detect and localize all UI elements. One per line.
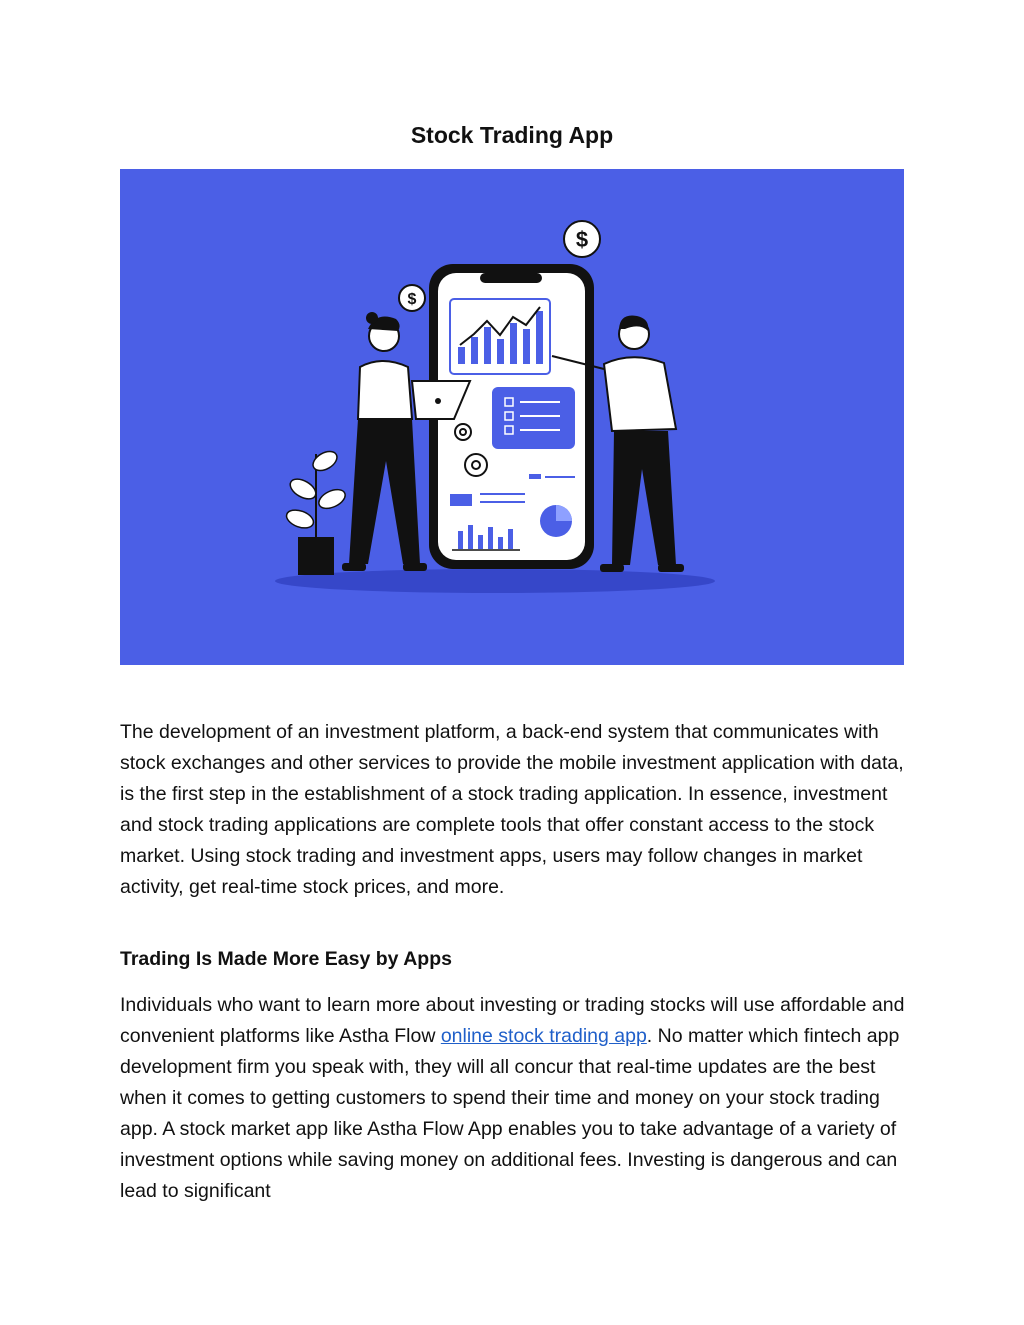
- svg-text:$: $: [575, 227, 589, 252]
- svg-text:$: $: [407, 291, 417, 308]
- pie-chart-icon: [540, 505, 572, 537]
- checklist-icon: [492, 387, 575, 449]
- paragraph-text-after-link: . No matter which fintech app development firm you speak with, they will all concur that real-time updates are the best when it comes to getting customers to spend their time and money on your stock trading app. A stock market app like Astha Flow App enables you to take advantage of a variety of investment options while saving money on additional fees. Investing is dangerous and can lead to significant: [120, 1025, 900, 1202]
- body-paragraph: [120, 990, 910, 1207]
- section-heading: Trading Is Made More Easy by Apps: [120, 948, 452, 970]
- woman-figure: [342, 312, 427, 571]
- dollar-coin-icon: [399, 285, 425, 311]
- stock-trading-app-link[interactable]: online stock trading app: [440, 1025, 647, 1047]
- hero-illustration: [120, 169, 904, 665]
- dollar-coin-icon: [564, 221, 600, 257]
- paragraph-text-before-link: Individuals who want to learn more about investing or trading stocks will use affordable and convenient platforms like Astha Flow: [120, 994, 905, 1047]
- page-title: Stock Trading App: [410, 122, 614, 148]
- ground-shadow: [275, 569, 715, 593]
- plant-icon: [284, 448, 348, 575]
- intro-paragraph: The development of an investment platform, a back-end system that communicates with stock exchanges and other services to provide the mobile investment application with data, is the first step in the establishment of a stock trading application. In essence, investment and stock trading applications are complete tools that offer constant access to the stock market. Using stock trading and investment apps, users may follow changes in market activity, get real-time stock prices, and more.: [120, 721, 904, 898]
